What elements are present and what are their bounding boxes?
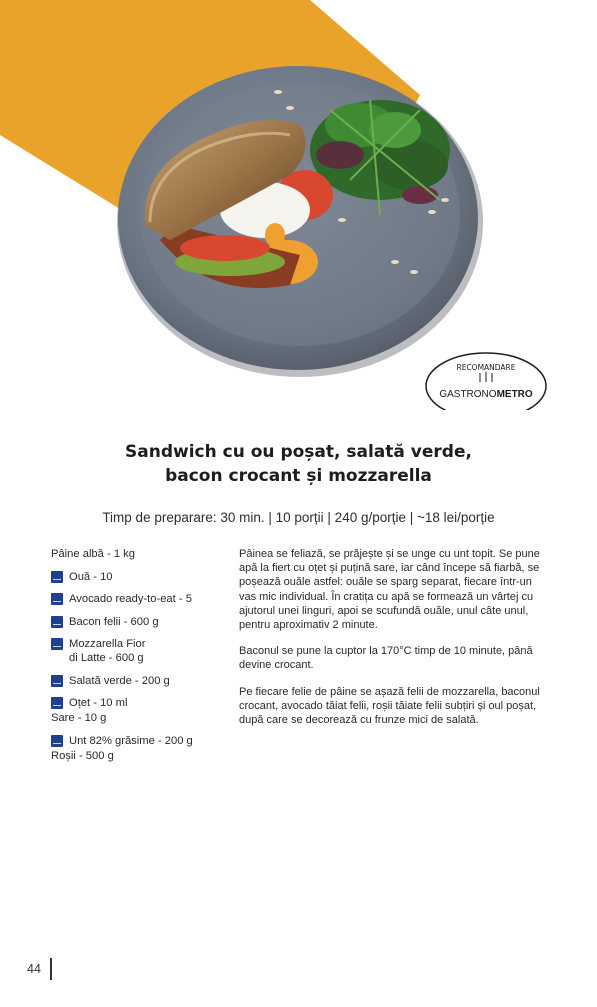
ingredient-text: Salată verde - 200 g [69, 674, 170, 687]
ingredient-item [51, 570, 226, 584]
badge-brand-a: GASTRONO [439, 389, 497, 400]
instruction-paragraph: Baconul se pune la cuptor la 170°C timp de 10 minute, până devine crocant. [239, 645, 533, 672]
ingredient-item [51, 615, 226, 629]
ingredient-text: Pâine albă - 1 kg [51, 548, 135, 560]
badge-brand-b: METRO [496, 389, 533, 400]
metro-chef-brand-icon [51, 616, 63, 628]
ingredient-text: Mozzarella Fior [69, 638, 146, 650]
metro-chef-brand-icon [51, 638, 63, 650]
recipe-meta: Timp de preparare: 30 min. | 10 porții | 240 g/porție | ~18 lei/porție [102, 510, 495, 525]
hero-food-photo [0, 0, 597, 410]
ingredient-item [51, 674, 226, 688]
ingredient-text: Oțet - 10 ml [69, 697, 128, 709]
recipe-title [0, 440, 597, 488]
badge-top-label: RECOMANDARE [456, 363, 516, 372]
ingredient-item [51, 711, 226, 725]
instruction-paragraph: Pâinea se feliază, se prăjește și se unge cu unt topit. Se pune apă la fiert cu oțet și puțină sare, iar când începe să fiarbă, se poșează ouăle astfel: ouăle se sparg separat, fiecare într-un vas mic individual. În cratița cu apă se formează un vârtej cu ajutorul unei linguri, apoi se scufundă ouăle, unul câte unul, pentru aproximativ 2 minute. [239, 548, 540, 632]
recipe-title-line1: Sandwich cu ou poșat, salată verde, [125, 442, 472, 462]
ingredient-text: Bacon felii - 600 g [69, 615, 159, 628]
metro-chef-brand-icon [51, 675, 63, 687]
metro-chef-brand-icon [51, 571, 63, 583]
ingredient-item [51, 749, 226, 763]
metro-chef-brand-icon [51, 735, 63, 747]
ingredient-item [51, 547, 226, 561]
ingredient-text-continued: di Latte - 600 g [69, 652, 144, 664]
ingredient-text: Unt 82% grăsime - 200 g [69, 734, 193, 747]
ingredients-list [51, 547, 226, 771]
instructions [239, 547, 551, 739]
metro-chef-brand-icon [51, 697, 63, 709]
instruction-paragraph: Pe fiecare felie de pâine se așază felii de mozzarella, baconul crocant, avocado tăiat felii, roșii tăiate felii subțiri și oul poșat, după care se decorează cu frunze mici de salată. [239, 685, 540, 727]
ingredient-item [51, 637, 226, 665]
svg-text:GASTRONOMETRO [439, 389, 533, 400]
page-number-divider [50, 958, 52, 980]
recipe-title-line2: bacon crocant și mozzarella [165, 466, 432, 486]
ingredient-text: Roșii - 500 g [51, 749, 114, 762]
ingredient-item [51, 696, 226, 710]
page-number: 44 [27, 962, 41, 976]
ingredient-text: Ouă - 10 [69, 570, 113, 583]
metro-chef-brand-icon [51, 593, 63, 605]
ingredient-item [51, 734, 226, 748]
ingredient-item [51, 592, 226, 606]
gastronometro-badge [426, 353, 546, 410]
ingredient-text: Sare - 10 g [51, 712, 107, 724]
ingredient-text: Avocado ready-to-eat - 5 [69, 593, 192, 605]
